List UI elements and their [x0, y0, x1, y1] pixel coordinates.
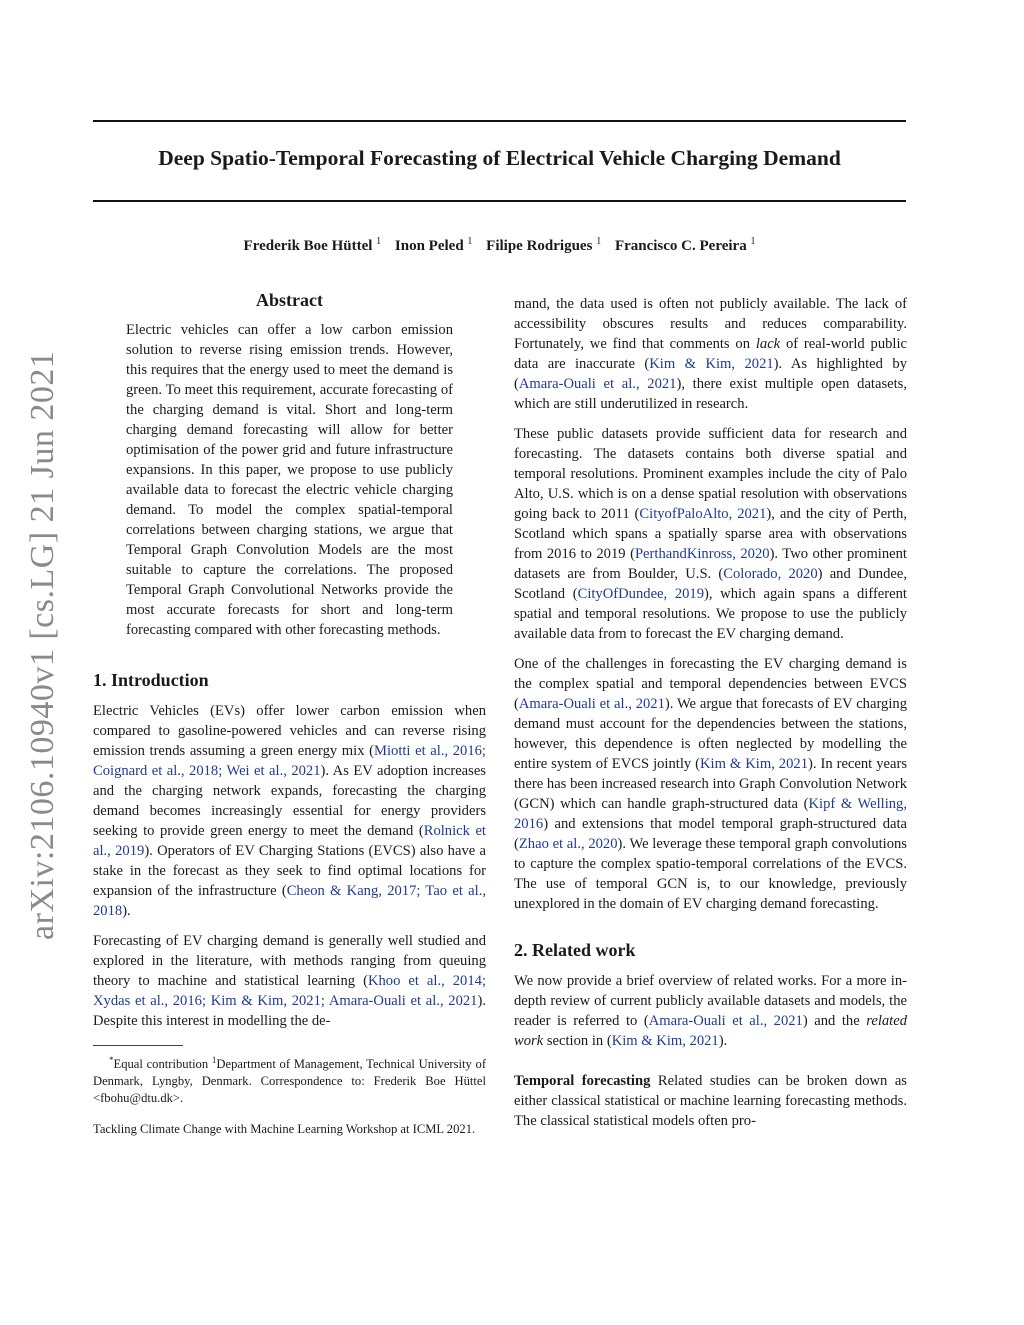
body-paragraph: One of the challenges in forecasting the EV charging demand is the complex spatial and temporal dependencies between EVCS (Amara-Ouali et al., 2021). We argue that forecasts of EV charging demand must account for the dependencies between the stations, however, this dependence is often neglected by modelling the entire system of EVCS jointly (Kim & Kim, 2021). In recent years there has been increased research into Graph Convolution Network (GCN) which can handle graph-structured data (Kipf & Welling, 2016) and extensions that model temporal graph-structured data (Zhao et al., 2020). We leverage these temporal graph convolutions to capture the complex spatio-temporal correlations of the EVCS. The use of temporal GCN is, to our knowledge, previously unexplored in the domain of EV charging demand forecasting. [514, 656, 908, 912]
abstract-heading: Abstract [256, 290, 323, 310]
title-top-rule [93, 120, 906, 122]
citation-link[interactable]: Colorado, 2020 [723, 566, 818, 582]
intro-paragraph-2: Forecasting of EV charging demand is generally well studied and explored in the literature, with methods ranging from queuing theory to machine and statistical learning (Khoo et al., 2014; Xydas et al., 2016; Kim & Kim, 2021; Amara-Ouali et al., 2021). Despite this interest in modelling the de- [93, 933, 486, 1029]
citation-link[interactable]: Khoo et al., 2014; Xydas et al., 2016; Kim & Kim, 2021; Amara-Ouali et al., 2021 [93, 973, 486, 1009]
citation-link[interactable]: CityOfDundee, 2019 [577, 586, 705, 602]
body-paragraph: We now provide a brief overview of related works. For a more in-depth review of current publicly available datasets and models, the reader is referred to (Amara-Ouali et al., 2021) and the related work section in (Kim & Kim, 2021). [514, 973, 907, 1049]
citation-link[interactable]: Rolnick et al., 2019 [93, 823, 486, 859]
citation-link[interactable]: Kipf & Welling, 2016 [514, 796, 907, 832]
citation-link[interactable]: Kim & Kim, 2021 [649, 356, 774, 372]
body-paragraph: mand, the data used is often not publicly available. The lack of accessibility obscures results and reduces comparability. Fortunately, we find that comments on lack of real-world public data are inaccurate (Kim & Kim, 2021). As highlighted by (Amara-Ouali et al., 2021), there exist multiple open datasets, which are still underutilized in research. [514, 296, 907, 412]
right-column [514, 294, 907, 1131]
citation-link[interactable]: Miotti et al., 2016; Coignard et al., 2018; Wei et al., 2021 [93, 743, 486, 779]
intro-paragraph-1: Electric Vehicles (EVs) offer lower carbon emission when compared to gasoline-powered vehicles and can reverse rising emission trends assuming a green energy mix (Miotti et al., 2016; Coignard et al., 2018; Wei et al., 2021). As EV adoption increases and the charging network expands, forecasting the charging demand becomes increasingly essential for energy providers seeking to provide green energy to meet the demand (Rolnick et al., 2019). Operators of EV Charging Stations (EVCS) also have a stake in the forecast as they seek to find optimal locations for expansion of the infrastructure (Cheon & Kang, 2017; Tao et al., 2018). [93, 703, 486, 919]
author: Frederik Boe Hüttel $^1$ [243, 236, 382, 254]
section-heading-related-work: 2. Related work [514, 940, 636, 960]
author: Inon Peled $^1$ [394, 236, 473, 254]
citation-link[interactable]: Amara-Ouali et al., 2021 [518, 696, 665, 712]
citation-link[interactable]: Amara-Ouali et al., 2021 [648, 1013, 803, 1029]
citation-link[interactable]: Zhao et al., 2020 [518, 836, 618, 852]
footnote-affiliation: *Equal contribution $^1$Department of Management, Technical University of Denmark, Lyngby, Denmark. Correspondence to: Frederik Boe Hüttel <fbohu@dtu.dk>. [93, 1055, 487, 1106]
section-heading-introduction: 1. Introduction [93, 670, 209, 690]
author: Filipe Rodrigues $^1$ [486, 236, 602, 254]
citation-link[interactable]: Kim & Kim, 2021 [700, 756, 808, 772]
citation-link[interactable]: PerthandKinross, 2020 [634, 546, 770, 562]
footnote-venue: Tackling Climate Change with Machine Learning Workshop at ICML 2021. [93, 1122, 476, 1137]
title-bottom-rule [93, 200, 906, 202]
arxiv-identifier-stamp: arXiv:2106.10940v1 [cs.LG] 21 Jun 2021 [24, 350, 61, 940]
abstract-text: Electric vehicles can offer a low carbon emission solution to reverse rising emission trends. However, this requires that the energy used to meet the demand is green. To meet this requirement, accurate forecasting of the charging demand is vital. Short and long-term charging demand forecasting will allow for better optimisation of the power grid and future infrastructure expansions. In this paper, we propose to use publicly available data to forecast the electric vehicle charging demand. To model the complex spatial-temporal correlations between charging stations, we argue that Temporal Graph Convolution Models are the most suitable to capture the correlations. The proposed Temporal Graph Convolutional Networks provide the most accurate forecasts for short and long-term forecasting compared with other forecasting methods. [126, 322, 453, 638]
body-paragraph: Temporal forecasting Related studies can be broken down as either classical statistical or machine learning forecasting methods. The classical statistical models often pro- [514, 1073, 907, 1129]
citation-link[interactable]: Amara-Ouali et al., 2021 [518, 376, 677, 392]
citation-link[interactable]: Kim & Kim, 2021 [611, 1033, 719, 1049]
author-list [93, 236, 906, 255]
body-paragraph: These public datasets provide sufficient data for research and forecasting. The datasets contains both diverse spatial and temporal resolutions. Prominent examples include the city of Palo Alto, U.S. which is on a dense spatial resolution with observations going back to 2011 (CityofPaloAlto, 2021), and the city of Perth, Scotland which spans a spatially sparse area with observations from 2016 to 2019 (PerthandKinross, 2020). Two other prominent datasets are from Boulder, U.S. (Colorado, 2020) and Dundee, Scotland (CityOfDundee, 2019), which again spans a different spatial and temporal resolutions. We propose to use the publicly available data from to forecast the EV charging demand. [514, 426, 908, 642]
paper-title: Deep Spatio-Temporal Forecasting of Electrical Vehicle Charging Demand [158, 146, 841, 170]
paragraph-heading: Temporal forecasting [514, 1073, 651, 1089]
citation-link[interactable]: CityofPaloAlto, 2021 [639, 506, 767, 522]
left-column [93, 290, 486, 1138]
citation-link[interactable]: Cheon & Kang, 2017; Tao et al., 2018 [93, 883, 486, 919]
author: Francisco C. Pereira $^1$ [614, 236, 756, 254]
footnote-rule [93, 1045, 183, 1046]
